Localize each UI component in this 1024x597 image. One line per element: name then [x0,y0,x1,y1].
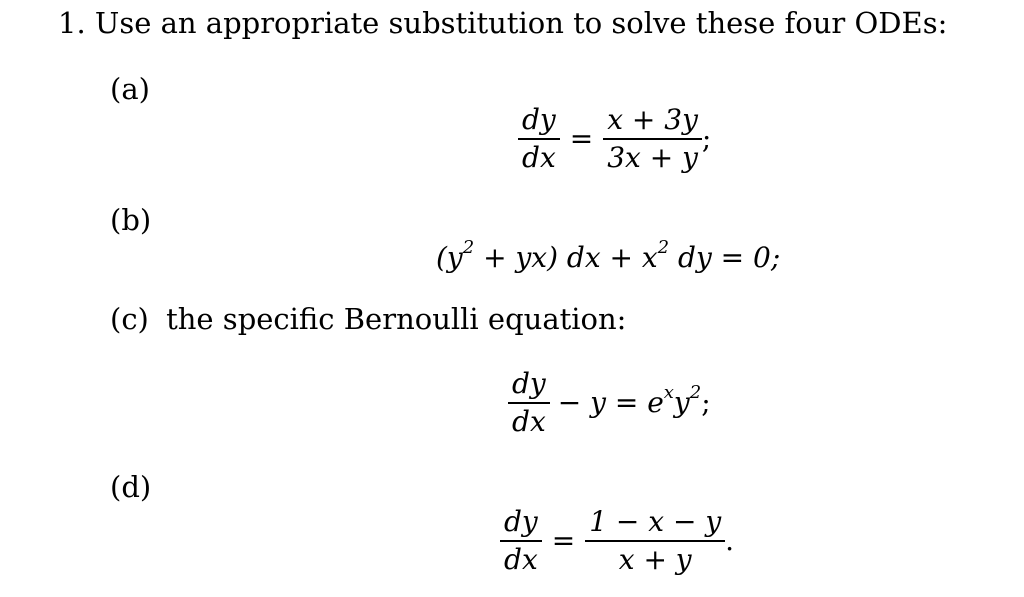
part-c-lhs-num: dy [508,368,550,404]
part-c-equation [508,368,711,438]
part-a-rhs-den: 3x + y [607,141,698,174]
part-b-text-end: dy = 0; [669,241,781,274]
part-c-heading [110,302,626,336]
part-c-end: ; [701,386,711,419]
part-d-rhs-den: x + y [618,543,692,576]
part-d-rhs-num: 1 − x − y [585,506,725,542]
part-d-end: . [725,524,735,557]
part-d-lhs-num: dy [500,506,542,542]
part-a-end: ; [701,122,712,155]
part-b-label: (b) [110,203,152,237]
part-d-equation [500,506,734,576]
part-b-equation [436,236,781,274]
part-a-rhs-num: x + 3y [603,104,702,140]
part-a-rhs-fraction [603,104,702,174]
part-d-lhs-den: dx [504,543,538,576]
part-d-label: (d) [110,470,152,504]
part-d-equals: = [551,524,576,557]
part-c-exp-x: x [663,381,674,403]
part-c-lhs-den: dx [512,405,546,438]
part-b-exp2: 2 [657,236,670,258]
problem-heading [58,6,947,40]
part-c-exp-2: 2 [689,381,702,403]
part-b-text-open: (y [436,241,463,274]
part-c-rest-1: − y = e [557,386,664,419]
part-d-rhs-fraction [585,506,725,576]
part-a-equation [518,104,711,174]
part-c-label: (c) [110,302,149,336]
part-b-exp1: 2 [462,236,475,258]
part-c-rest-2: y [673,386,690,419]
part-c-lhs-fraction [508,368,550,438]
part-d-lhs-fraction [500,506,542,576]
problem-number: 1. [58,6,86,40]
part-a-lhs-fraction [518,104,560,174]
part-c-description: the specific Bernoulli equation: [166,302,627,336]
part-a-label: (a) [110,72,150,106]
problem-prompt: Use an appropriate substitution to solve these four ODEs: [94,6,948,40]
part-c-rhs [550,381,711,419]
part-a-lhs-num: dy [518,104,560,140]
part-a-equals: = [569,122,594,155]
part-b-text-mid: + yx) dx + x [474,241,658,274]
part-a-lhs-den: dx [522,141,556,174]
